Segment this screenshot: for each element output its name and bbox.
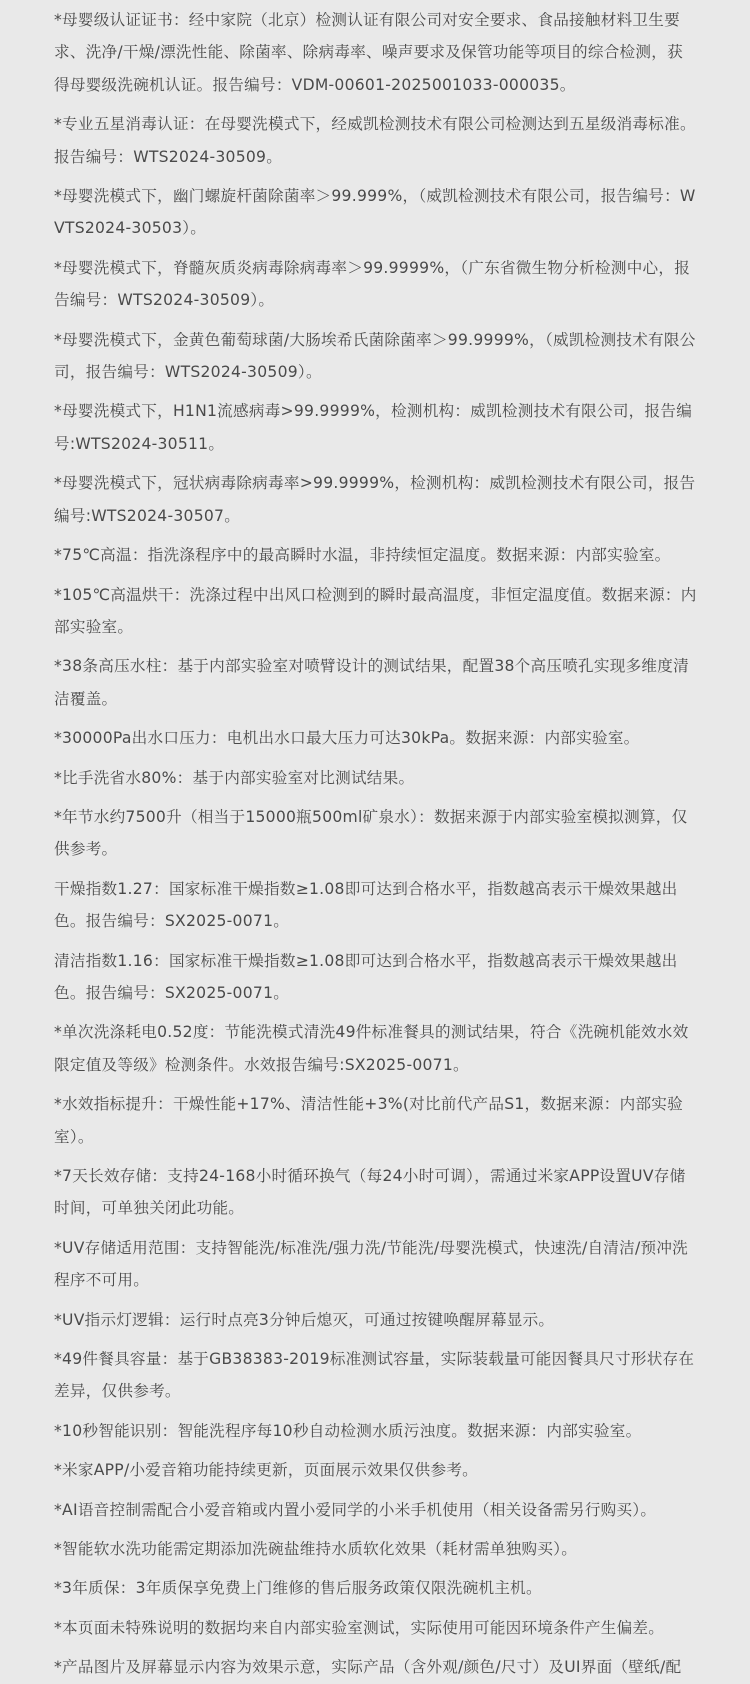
footnote-app-speaker-updates: *米家APP/小爱音箱功能持续更新，页面展示效果仅供参考。 xyxy=(54,1461,479,1480)
footnote-water-saving: *比手洗省水80%：基于内部实验室对比测试结果。 xyxy=(54,768,415,787)
footnote-lab-data-source: *本页面未特殊说明的数据均来自内部实验室测试，实际使用可能因环境条件产生偏差。 xyxy=(54,1618,665,1637)
footnote-49-piece-capacity: *49件餐具容量：基于GB38383-2019标准测试容量，实际装载量可能因餐具尺寸形状存在差异，仅供参考。 xyxy=(54,1350,695,1401)
footnote-38-water-jets: *38条高压水柱：基于内部实验室对喷臂设计的测试结果，配置38个高压喷孔实现多维度清洁覆盖。 xyxy=(54,657,689,708)
footnote-3-year-warranty: *3年质保：3年质保享免费上门维修的售后服务政策仅限洗碗机主机。 xyxy=(54,1579,542,1598)
footnote-drying-index: 干燥指数1.27：国家标准干燥指数≥1.08即可达到合格水平，指数越高表示干燥效果越出色。报告编号：SX2025-0071。 xyxy=(54,879,678,931)
footnote-75c-high-temperature: *75℃高温：指洗涤程序中的最高瞬时水温，非持续恒定温度。数据来源：内部实验室。 xyxy=(54,546,671,565)
footnote-mother-baby-certificate: *母婴级认证证书：经中家院（北京）检测认证有限公司对安全要求、食品接触材料卫生要求、洗净/干燥/漂洗性能、除菌率、除病毒率、噪声要求及保管功能等项目的综合检测，获得母婴级洗碗机认证。报告编号：VDM-00601-2025001033-000035。 xyxy=(54,11,683,94)
footnote-image-disclaimer: *产品图片及屏幕显示内容为效果示意，实际产品（含外观/颜色/尺寸）及UI界面（壁纸/配 xyxy=(54,1658,682,1677)
footnote-7-day-storage: *7天长效存储：支持24-168小时循环换气（每24小时可调），需通过米家APP设置UV存储时间，可单独关闭此功能。 xyxy=(54,1167,686,1218)
footnote-uv-indicator-logic: *UV指示灯逻辑：运行时点亮3分钟后熄灭，可通过按键唤醒屏幕显示。 xyxy=(54,1310,555,1329)
footnote-ai-voice-control: *AI语音控制需配合小爱音箱或内置小爱同学的小米手机使用（相关设备需另行购买）。 xyxy=(54,1500,657,1519)
footnote-softened-water-salt: *智能软水洗功能需定期添加洗碗盐维持水质软化效果（耗材需单独购买）。 xyxy=(54,1540,578,1559)
footnote-outlet-pressure: *30000Pa出水口压力：电机出水口最大压力可达30kPa。数据来源：内部实验室。 xyxy=(54,729,640,748)
footnote-105c-drying: *105℃高温烘干：洗涤过程中出风口检测到的瞬时最高温度，非恒定温度值。数据来源：内部实验室。 xyxy=(54,585,697,636)
footnote-poliovirus-removal: *母婴洗模式下，脊髓灰质炎病毒除病毒率＞99.9999%，（广东省微生物分析检测中心，报告编号：WTS2024-30509）。 xyxy=(54,258,691,310)
footnote-staph-ecoli-removal: *母婴洗模式下，金黄色葡萄球菌/大肠埃希氏菌除菌率＞99.9999%，（威凯检测技术有限公司，报告编号：WTS2024-30509）。 xyxy=(54,330,696,382)
footnote-energy-consumption: *单次洗涤耗电0.52度：节能洗模式清洗49件标准餐具的测试结果，符合《洗碗机能效水效限定值及等级》检测条件。水效报告编号:SX2025-0071。 xyxy=(54,1023,689,1074)
footnote-cleaning-index: 清洁指数1.16：国家标准干燥指数≥1.08即可达到合格水平，指数越高表示干燥效果越出色。报告编号：SX2025-0071。 xyxy=(54,951,678,1002)
footnote-annual-water-saving: *年节水约7500升（相当于15000瓶500ml矿泉水）：数据来源于内部实验室模拟测算，仅供参考。 xyxy=(54,807,688,859)
footnote-10s-smart-detection: *10秒智能识别：智能洗程序每10秒自动检测水质污浊度。数据来源：内部实验室。 xyxy=(54,1421,642,1440)
footnote-five-star-disinfection: *专业五星消毒认证：在母婴洗模式下，经威凯检测技术有限公司检测达到五星级消毒标准。报告编号：WTS2024-30509。 xyxy=(54,115,696,166)
footnote-coronavirus-removal: *母婴洗模式下，冠状病毒除病毒率>99.9999%，检测机构：威凯检测技术有限公司，报告编号:WTS2024-30507。 xyxy=(54,474,696,525)
footnote-uv-storage-scope: *UV存储适用范围：支持智能洗/标准洗/强力洗/节能洗/母婴洗模式，快速洗/自清洁/预冲洗程序不可用。 xyxy=(54,1238,689,1290)
footnote-h1n1-removal: *母婴洗模式下，H1N1流感病毒>99.9999%，检测机构：威凯检测技术有限公司，报告编号:WTS2024-30511。 xyxy=(54,402,693,453)
footnote-helicobacter-removal: *母婴洗模式下，幽门螺旋杆菌除菌率＞99.999%，（威凯检测技术有限公司，报告编号：WVTS2024-30503）。 xyxy=(54,187,696,238)
footnote-efficiency-improvement: *水效指标提升：干燥性能+17%、清洁性能+3%(对比前代产品S1，数据来源：内部实验室）。 xyxy=(54,1095,683,1146)
